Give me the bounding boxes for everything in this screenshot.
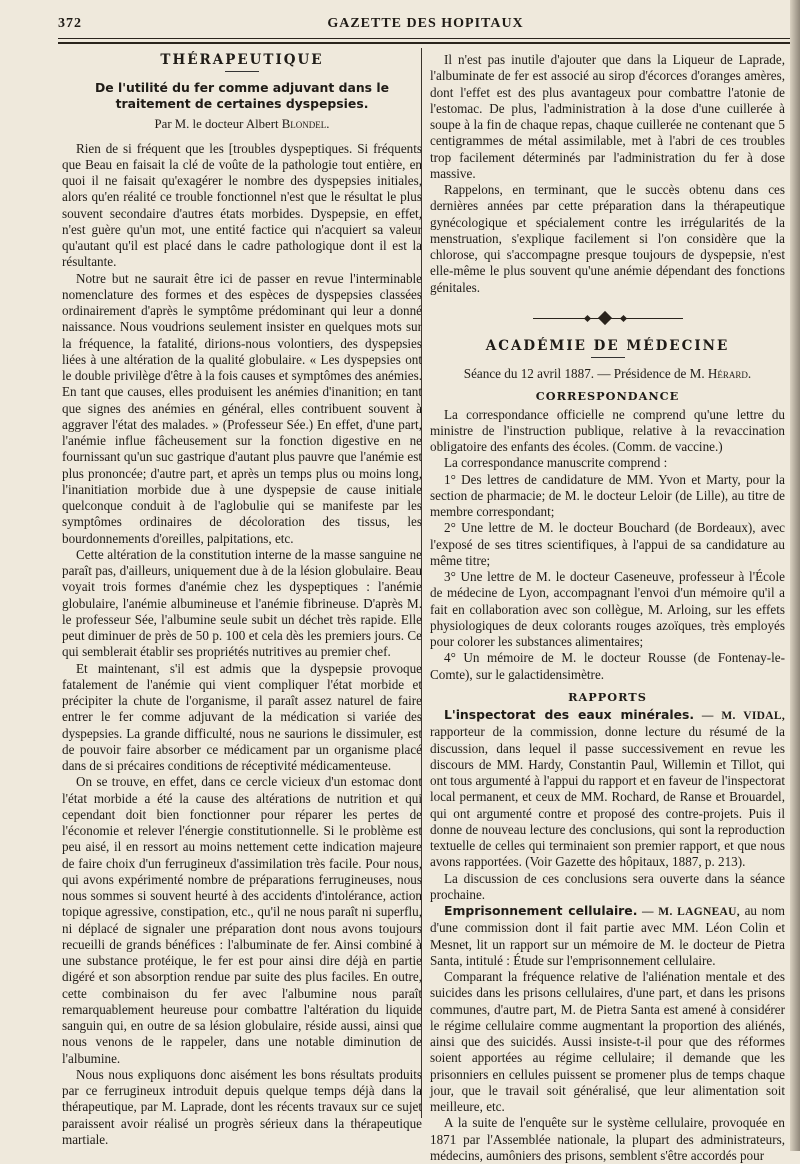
- paragraph: Rappelons, en terminant, que le succès obtenu dans ces dernières années par cette préparation dans la thérapeutique gynécologique et spécialement contre les irrégularités de la menstruation, s'explique facilement si l'on considère que la chlorose, qui s'accompagne presque toujours de dyspepsie, n'est elle-même le plus souvent qu'une anémie dépendant des fonctions génitales.: [430, 182, 785, 295]
- seance-prefix: Séance du 12 avril 1887. — Présidence de M.: [463, 366, 708, 381]
- ornament-dot: [583, 315, 590, 322]
- paragraph: Notre but ne saurait être ici de passer en revue l'interminable nomenclature des formes et des espèces de dyspepsies classées ordinairement d'après le symptôme prédominant qui leur a donné naissance. Nous voudrions seulement insister en quelques mots sur la fréquence, la fatalité, dirions-nous volontiers, des dyspepsies liées à une altération de la qualité globulaire. « Les dyspepsies ont le double privilège d'être à la fois causes et symptômes des anémies. En tant que causes, elles produisent les anémies d'inanition; en tant que signes des anémies en général, elles contribuent souvent à aggraver l'état des malades. » (Professeur Sée.) En effet, d'une part, l'anémie influe fâcheusement sur la fonction digestive en ne fournissant qu'un suc gastrique d'autant plus pauvre que l'anémie est plus prononcée; d'autre part, et après un temps plus ou moins long, l'inanitiation morbide due à une dyspepsie de cause initiale quelconque conduit à de l'aglobulie qui se manifeste par les symptômes ordinaires de décoloration des tissus, les bourdonnements d'oreilles, palpitations, etc.: [62, 270, 422, 546]
- rapporteur-name: — M. VIDAL,: [694, 710, 785, 722]
- runin-title: Emprisonnement cellulaire.: [444, 903, 638, 918]
- left-column: [62, 52, 422, 1148]
- rapporteur-name: — M. LAGNEAU,: [637, 906, 740, 918]
- paragraph: La discussion de ces conclusions sera ouverte dans la séance prochaine.: [430, 870, 785, 902]
- paragraph: Cette altération de la constitution interne de la masse sanguine ne paraît pas, d'ailleurs, uniquement due à de la lésion globulaire. Beau voyait trois formes d'anémie chez les dyspeptiques : l'anémie globulaire, l'anémie albumineuse et l'anémie fibrineuse. D'après M. le professeur Sée, l'albumine seule subit un déchet très rapide. Elle peut diminuer de près de 50 p. 100 et cela dès les premiers jours. Ce qui semblerait établir ses propriétés nutritives au premier chef.: [62, 546, 422, 660]
- paragraph: 4° Un mémoire de M. le docteur Rousse (de Fontenay-le-Comte), sur le galactidensimètre.: [430, 650, 785, 682]
- paragraph: 3° Une lettre de M. le docteur Caseneuve, professeur à l'École de médecine de Lyon, accompagnant l'envoi d'un mémoire qu'il a fait en collaboration avec son collègue, M. Arloing, sur les effets physiologiques de deux colorants rouges azoïques, très employés pour colorer les substances alimentaires;: [430, 569, 785, 649]
- paragraph: A la suite de l'enquête sur le système cellulaire, provoquée en 1871 par l'Assemblée nationale, la plupart des administrateurs, médecins, aumôniers des prisons, semblent s'être accordés pour: [430, 1115, 785, 1163]
- section-title-academie: ACADÉMIE DE MÉDECINE: [485, 337, 730, 354]
- page-number: 372: [58, 16, 82, 31]
- running-title: GAZETTE DES HOPITAUX: [327, 16, 524, 31]
- ornament-dot: [619, 315, 626, 322]
- president-name: Hérard.: [707, 366, 752, 381]
- paragraph: Rien de si fréquent que les [troubles dyspeptiques. Si fréquents que Beau en faisait la clé de voûte de la pathologie tout entière, en quoi il ne faisait qu'exagérer le nombre des dyspepsies initiales, alors qu'en réalité ce trouble fonctionnel n'est que le résultat le plus souvent secondaire d'autres états morbides. Dyspepsie, en effet, n'est guère qu'un mot, une entité factice qui n'acquiert sa valeur qu'autant qu'il est placé dans le cadre pathologique dont il est la résultante.: [62, 140, 422, 270]
- ornamental-divider: [533, 312, 683, 326]
- paragraph: La correspondance manuscrite comprend :: [444, 455, 668, 471]
- paragraph-text: rapporteur de la commission, donne lecture du résumé de la discussion, dans lequel il passe successivement en revue les discours de MM. Hardy, Constantin Paul, Willemin et Tillot, qui ont tous argumenté à l'appui du rapport et en faveur de l'inspectorat local permanent, et ceux de MM. Rochard, de Ranse et Brouardel, qui ont argumenté contre et proposé des contre-projets. Puis il donne de nouveau lecture des conclusions, qui sont la reproduction textuelle de celles qui terminaient son premier rapport, et que nous avons rapportées. (Voir Gazette des hôpitaux, 1887, p. 213).: [430, 724, 785, 870]
- byline: [62, 116, 422, 132]
- header-rule: [58, 38, 793, 39]
- seance-line: [430, 366, 785, 382]
- subhead-rapports: RAPPORTS: [568, 689, 647, 704]
- paragraph: Et maintenant, s'il est admis que la dyspepsie provoque fatalement de l'anémie qui vient compliquer l'état morbide et précipiter la chute de l'organisme, il paraît assez naturel de faire entrer le fer comme adjuvant de la médication si variée des dyspepsies. La grande difficulté, nous ne saurions le dissimuler, est de pouvoir faire absorber ce médicament par un organisme placé dans de si précaires conditions de réceptivité médicamenteuse.: [62, 660, 422, 773]
- paragraph-text: au nom d'une commission dont il fait partie avec MM. Léon Colin et Mesnet, lit un rapport sur un mémoire de M. le docteur de Pietra Santa, intitulé : Étude sur l'emprisonnement cellulaire.: [430, 903, 785, 968]
- paragraph: Comparant la fréquence relative de l'aliénation mentale et des suicides dans les prisons cellulaires, d'une part, et dans les prisons communes, d'autre part, M. de Pietra Santa est amené à considérer le régime cellulaire comme augmentant la proportion des aliénés, ainsi que des suicidés. Aussi insiste-t-il pour que des réformes soient apportées au régime cellulaire; il demande que les prisonniers en cellules puissent se promener plus de temps chaque jour, que le travail soit généralisé, que leur alimentation soit meilleure, etc.: [430, 969, 785, 1114]
- ornament-diamond: [597, 311, 611, 325]
- paragraph: Il n'est pas inutile d'ajouter que dans la Liqueur de Laprade, l'albuminate de fer est associé au sirop d'écorces d'oranges amères, dont l'effet est des plus avantageux pour combattre l'atonie de l'estomac. De plus, l'administration à la dose d'une cuillerée à soupe à la fin de chaque repas, chaque cuillerée ne contenant que 5 centigrammes de métal assimilable, met à l'abri de ces troubles trop facilement déterminés par l'administration du fer à dose massive.: [430, 52, 785, 181]
- short-rule: [225, 71, 259, 72]
- runin-title: L'inspectorat des eaux minérales.: [444, 707, 695, 722]
- paragraph-emprisonnement: [430, 903, 785, 969]
- paragraph: La correspondance officielle ne comprend qu'une lettre du ministre de l'instruction publique, relative à la revaccination obligatoire des enfants des écoles. (Comm. de vaccine.): [430, 406, 785, 454]
- subhead-correspondance: CORRESPONDANCE: [535, 389, 680, 404]
- byline-prefix: Par M. le docteur Albert: [154, 117, 282, 132]
- paragraph-inspectorat: [430, 707, 785, 871]
- page-header: [58, 14, 793, 38]
- article-title: De l'utilité du fer comme adjuvant dans le traitement de certaines dyspepsies.: [95, 80, 389, 112]
- page-edge-shadow: [790, 0, 800, 1151]
- author-name: Blondel.: [281, 117, 330, 132]
- right-column: [430, 52, 785, 1164]
- paragraph: 2° Une lettre de M. le docteur Bouchard (de Bordeaux), avec l'exposé de ses titres scientifiques, à l'appui de sa candidature au même titre;: [430, 520, 785, 568]
- paragraph: Nous nous expliquons donc aisément les bons résultats produits par ce ferrugineux introduit depuis quelque temps déjà dans la thérapeutique, par M. Laprade, dont les récents travaux sur ce sujet paraissent avoir réalisé un progrès sérieux dans la thérapeutique martiale.: [62, 1066, 422, 1147]
- paragraph: On se trouve, en effet, dans ce cercle vicieux d'un estomac dont l'état morbide a été la cause des altérations de nutrition et qui cependant doit bien fonctionner pour réparer les pertes de l'économie et relever l'énergie constitutionnelle. Si le problème est peu aisé, il en ressort au moins nettement cette indication majeure de faire choix d'un ferrugineux d'assimilation très facile. Pour nous, qui avons expérimenté nombre de préparations ferrugineuses, nous nous sommes si souvent heurté à des accidents d'intolérance, action topique agressive, constipation, etc., qu'il ne nous paraît ni superflu, ni déplacé de signaler une préparation dont nous avons toujours recueilli de grands bénéfices : l'albuminate de fer. Ainsi combiné à une substance protéique, le fer est pour ainsi dire déjà en partie digéré et son absorption rendue par suite des plus faciles. En outre, cette combinaison du fer avec l'albumine nous paraît remarquablement heureuse pour combattre l'altération du liquide sanguin qui, en outre de sa lésion globulaire, réside aussi, ainsi que nous venons de le rappeler, dans une notable diminution de l'albumine.: [62, 774, 422, 1066]
- header-rule-thick: [58, 42, 793, 44]
- section-title-therapeutique: THÉRAPEUTIQUE: [160, 52, 324, 68]
- short-rule: [591, 357, 625, 358]
- paragraph: 1° Des lettres de candidature de MM. Yvon et Marty, pour la section de pharmacie; de M. le docteur Leloir (de Lille), au titre de membre correspondant;: [430, 471, 785, 519]
